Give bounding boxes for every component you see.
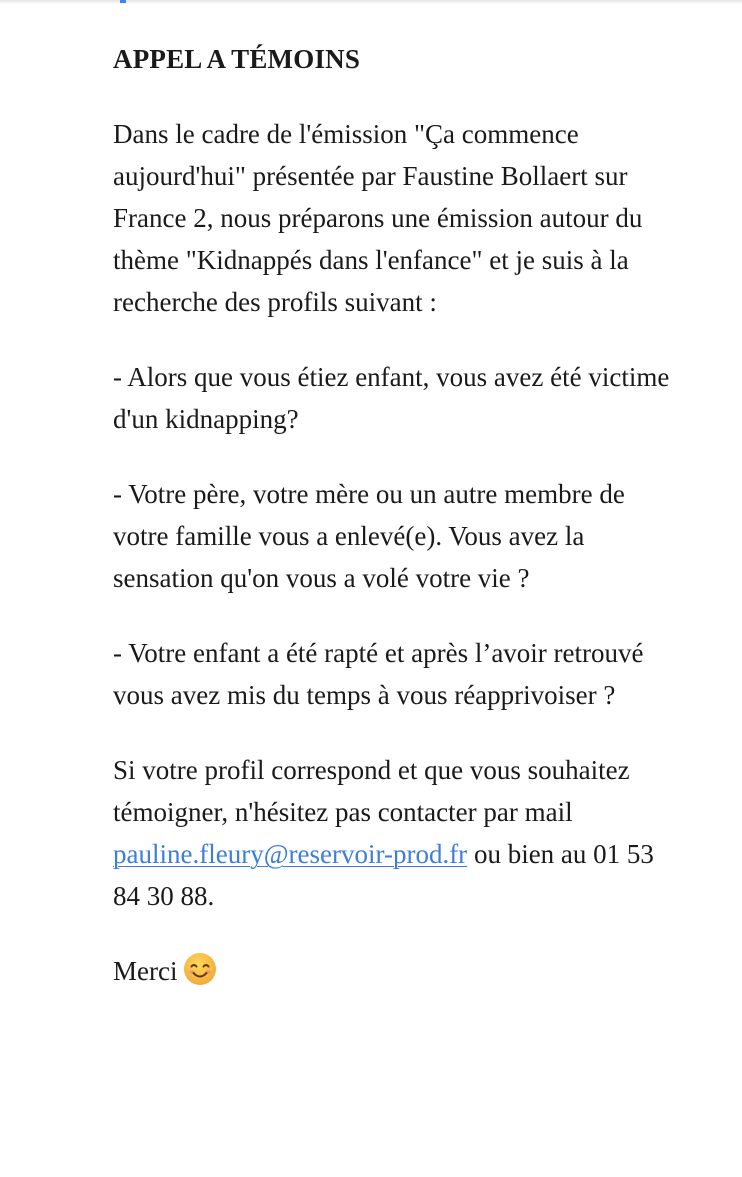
contact-trail: ou bien au 01 53 84 30 88. [113, 839, 654, 911]
top-edge-shadow [0, 0, 742, 4]
profile-item-3: - Votre enfant a été rapté et après l’avoir retrouvé vous avez mis du temps à vous réapprivoiser ? [113, 638, 644, 710]
page-title: APPEL A TÉMOINS [113, 44, 361, 74]
announcement-body [113, 38, 673, 1025]
closing-text: Merci [113, 956, 178, 986]
intro-paragraph: Dans le cadre de l'émission "Ça commence aujourd'hui" présentée par Faustine Bollaert sur France 2, nous préparons une émission autour du thème "Kidnappés dans l'enfance" et je suis à la recherche des profils suivant : [113, 119, 643, 317]
closing-line [113, 950, 673, 992]
smiling-face-icon [183, 952, 217, 986]
profile-item-1: - Alors que vous étiez enfant, vous avez été victime d'un kidnapping? [113, 362, 670, 434]
email-link[interactable]: pauline.fleury@reservoir-prod.fr [113, 839, 468, 869]
contact-lead: Si votre profil correspond et que vous souhaitez témoigner, n'hésitez pas contacter par mail [113, 755, 630, 827]
profile-item-2: - Votre père, votre mère ou un autre membre de votre famille vous a enlevé(e). Vous avez la sensation qu'on vous a volé votre vie ? [113, 479, 625, 593]
top-edge-mark [120, 0, 126, 3]
contact-paragraph [113, 749, 673, 917]
